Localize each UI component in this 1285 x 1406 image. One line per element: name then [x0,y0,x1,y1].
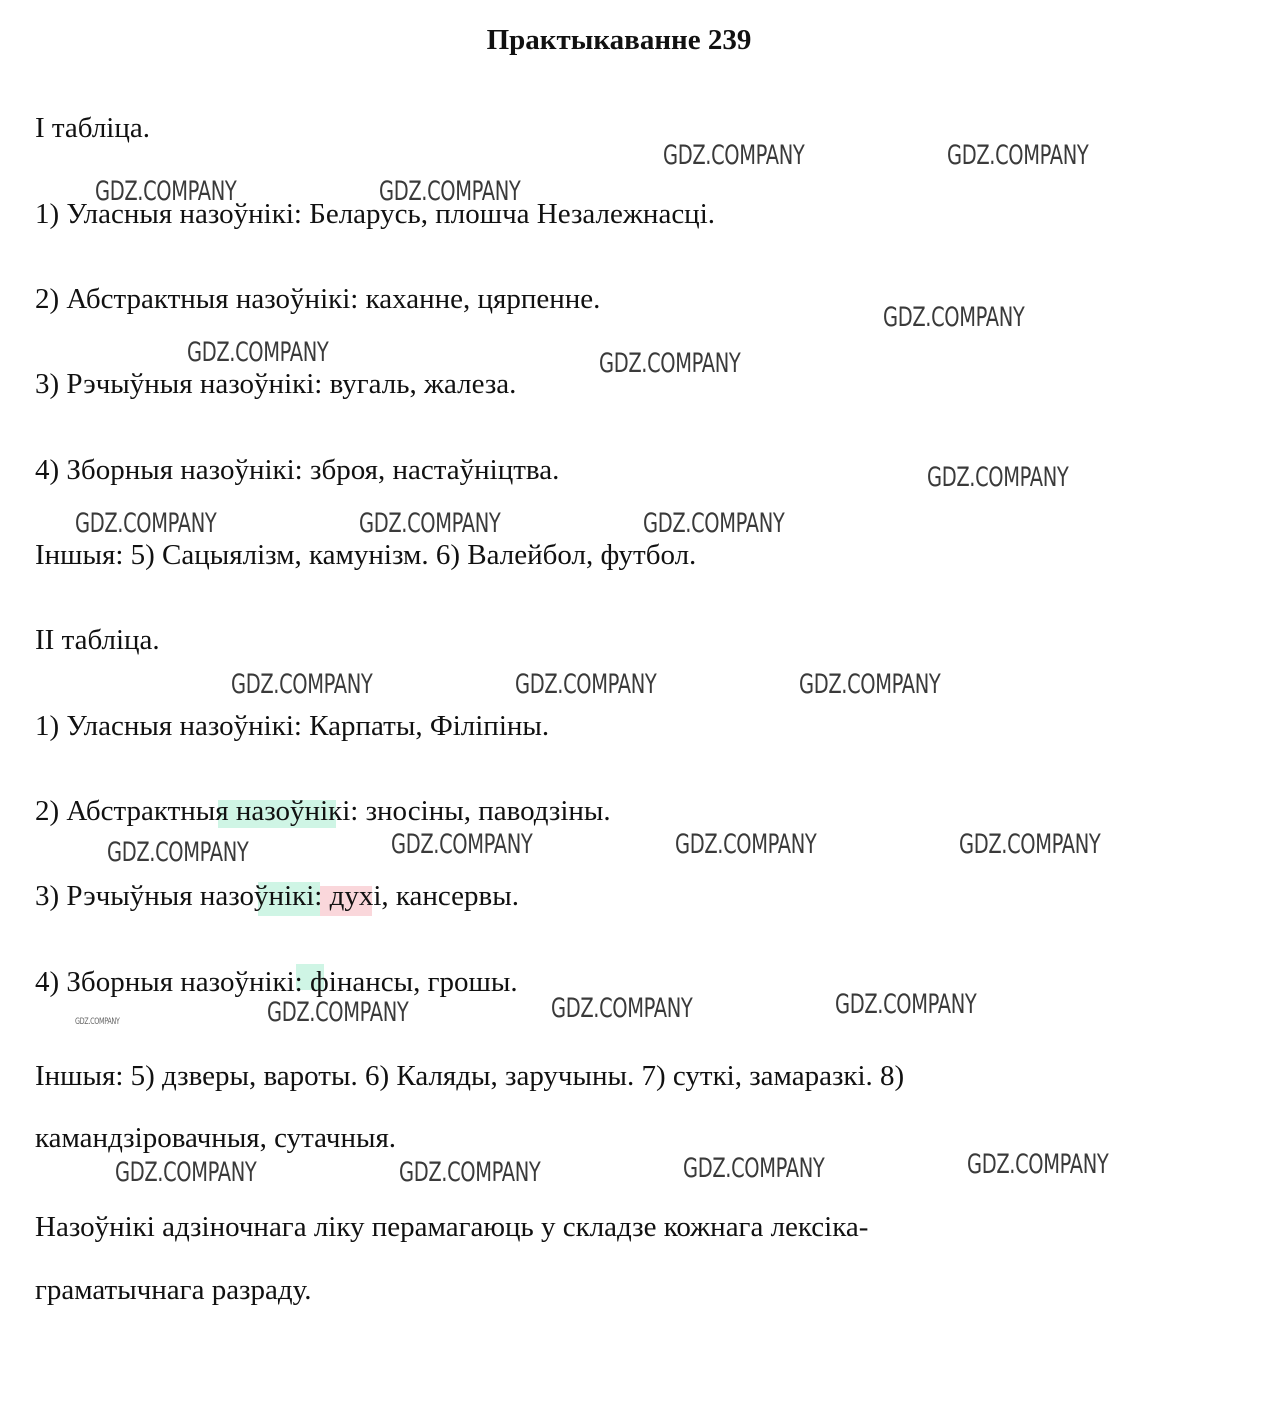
watermark: GDZ.COMPANY [187,337,329,368]
watermark: GDZ.COMPANY [231,669,373,700]
watermark: GDZ.COMPANY [967,1149,1109,1180]
table1-item-3: 3) Рэчыўныя назоўнікі: вугаль, жалеза. [35,368,517,400]
watermark: GDZ.COMPANY [927,462,1069,493]
watermark: GDZ.COMPANY [115,1157,257,1188]
table1-others: Іншыя: 5) Сацыялізм, камунізм. 6) Валейбол, футбол. [35,539,697,571]
watermark: GDZ.COMPANY [663,140,805,171]
table2-others-line2: камандзіровачныя, сутачныя. [35,1122,397,1154]
table1-item-2: 2) Абстрактныя назоўнікі: каханне, цярпенне. [35,283,601,315]
table2-heading: II табліца. [35,624,160,656]
watermark: GDZ.COMPANY [643,508,785,539]
table2-item-2: 2) Абстрактныя назоўнікі: зносіны, паводзіны. [35,795,611,827]
table2-item-3: 3) Рэчыўныя назоўнікі: духі, кансервы. [35,880,519,912]
conclusion-line2: граматычнага разраду. [35,1274,312,1306]
table2-item-1: 1) Уласныя назоўнікі: Карпаты, Філіпіны. [35,710,550,742]
watermark: GDZ.COMPANY [267,997,409,1028]
watermark: GDZ.COMPANY [599,348,741,379]
conclusion-line1: Назоўнікі адзіночнага ліку перамагаюць у складзе кожнага лексіка- [35,1211,869,1243]
watermark: GDZ.COMPANY [399,1157,541,1188]
watermark: GDZ.COMPANY [359,508,501,539]
watermark: GDZ.COMPANY [95,176,237,207]
watermark: GDZ.COMPANY [675,829,817,860]
watermark: GDZ.COMPANY [515,669,657,700]
watermark: GDZ.COMPANY [799,669,941,700]
watermark: GDZ.COMPANY [835,989,977,1020]
watermark: GDZ.COMPANY [683,1153,825,1184]
watermark: GDZ.COMPANY [107,837,249,868]
page-title: Практыкаванне 239 [486,24,752,56]
table1-heading: I табліца. [35,112,151,144]
watermark: GDZ.COMPANY [75,508,217,539]
table2-item-4: 4) Зборныя назоўнікі: фінансы, грошы. [35,966,518,998]
watermark: GDZ.COMPANY [959,829,1101,860]
watermark: GDZ.COMPANY [551,993,693,1024]
table1-item-4: 4) Зборныя назоўнікі: зброя, настаўніцтва. [35,454,560,486]
watermark: GDZ.COMPANY [379,176,521,207]
watermark: GDZ.COMPANY [75,1017,120,1027]
watermark: GDZ.COMPANY [883,302,1025,333]
watermark: GDZ.COMPANY [391,829,533,860]
table2-others-line1: Іншыя: 5) дзверы, вароты. 6) Каляды, заручыны. 7) суткі, замаразкі. 8) [35,1060,905,1092]
watermark: GDZ.COMPANY [947,140,1089,171]
table1-item-1: 1) Уласныя назоўнікі: Беларусь, плошча Незалежнасці. [35,198,716,230]
